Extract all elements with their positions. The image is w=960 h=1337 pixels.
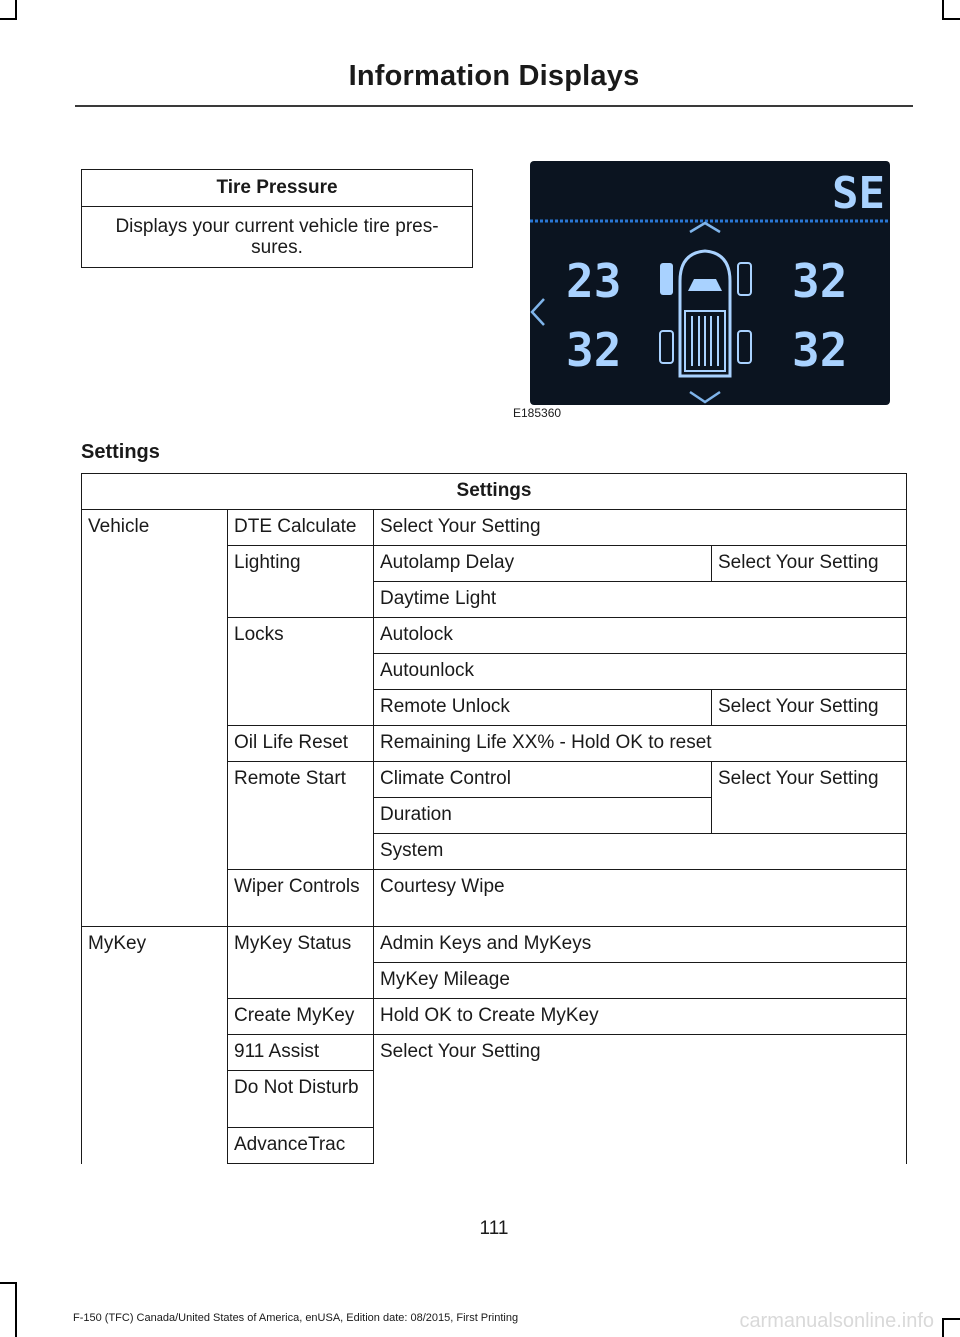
- tire-pressure-description: Displays your current vehicle tire pres- sures.: [82, 207, 473, 268]
- pressure-front-right: 32: [792, 254, 848, 308]
- table-cell: Vehicle: [82, 510, 228, 927]
- table-cell: Wiper Controls: [228, 870, 374, 927]
- pressure-front-left: 23: [566, 254, 622, 308]
- watermark: carmanualsonline.info: [739, 1310, 934, 1332]
- crop-mark: [15, 0, 17, 20]
- tire-pressure-display-image: [530, 161, 890, 405]
- title-divider: [75, 105, 913, 107]
- section-heading: Settings: [81, 441, 160, 463]
- table-cell: Select Your Setting: [374, 510, 907, 546]
- crop-mark: [0, 18, 17, 20]
- table-cell: MyKey Status: [228, 927, 374, 999]
- page-number: 111: [479, 1218, 509, 1239]
- table-cell: Climate Control: [374, 762, 712, 798]
- table-cell: Locks: [228, 618, 374, 726]
- display-heading: SE: [832, 168, 885, 219]
- table-cell: Select Your Setting: [712, 546, 907, 582]
- table-cell: Do Not Disturb: [228, 1071, 374, 1128]
- table-cell: MyKey Mileage: [374, 963, 907, 999]
- crop-mark: [0, 1282, 17, 1284]
- tire-pressure-heading: Tire Pressure: [82, 170, 473, 207]
- table-cell: Autolock: [374, 618, 907, 654]
- table-cell: Autolamp Delay: [374, 546, 712, 582]
- settings-table: [81, 473, 907, 1164]
- table-cell: DTE Calculate: [228, 510, 374, 546]
- table-cell: Hold OK to Create MyKey: [374, 999, 907, 1035]
- table-cell: Daytime Light: [374, 582, 907, 618]
- table-cell: Create MyKey: [228, 999, 374, 1035]
- table-cell: Select Your Setting: [374, 1035, 907, 1164]
- crop-mark: [15, 1282, 17, 1337]
- table-cell: Remote Start: [228, 762, 374, 870]
- table-cell: Courtesy Wipe: [374, 870, 907, 927]
- edition-footer: F-150 (TFC) Canada/United States of America, enUSA, Edition date: 08/2015, First Printing: [73, 1312, 519, 1324]
- crop-mark: [942, 18, 960, 20]
- page-title: Information Displays: [348, 60, 640, 92]
- crop-mark: [942, 1318, 944, 1337]
- table-cell: MyKey: [82, 927, 228, 1164]
- table-cell: Remaining Life XX% - Hold OK to reset: [374, 726, 907, 762]
- table-cell: AdvanceTrac: [228, 1128, 374, 1164]
- tire-pressure-table: [81, 169, 473, 268]
- table-caption: Settings: [82, 474, 907, 510]
- table-cell: Duration: [374, 798, 712, 834]
- table-cell: System: [374, 834, 907, 870]
- table-cell: Lighting: [228, 546, 374, 618]
- crop-mark: [942, 1318, 960, 1320]
- pressure-rear-right: 32: [792, 323, 848, 377]
- table-cell: 911 Assist: [228, 1035, 374, 1071]
- crop-mark: [942, 0, 944, 20]
- pressure-rear-left: 32: [566, 323, 622, 377]
- table-cell: Select Your Setting: [712, 690, 907, 726]
- table-cell: Oil Life Reset: [228, 726, 374, 762]
- table-cell: Remote Unlock: [374, 690, 712, 726]
- table-cell: Autounlock: [374, 654, 907, 690]
- image-id: E185360: [513, 406, 562, 420]
- table-cell: Admin Keys and MyKeys: [374, 927, 907, 963]
- table-cell: Select Your Setting: [712, 762, 907, 834]
